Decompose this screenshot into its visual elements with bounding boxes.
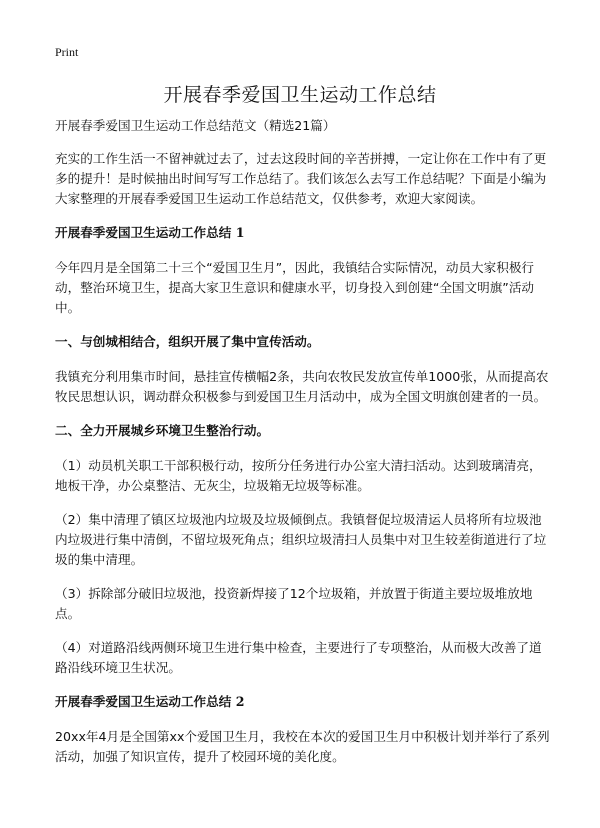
list-item-2: （2）集中清理了镇区垃圾池内垃圾及垃圾倾倒点。我镇督促垃圾清运人员将所有垃圾池内垃圾进行集中清倒，不留垃圾死角点；组织垃圾清扫人员集中对卫生较差街道进行了垃圾的集中清理。 [55, 512, 547, 567]
list-item-4: （4）对道路沿线两侧环境卫生进行集中检查，主要进行了专项整治，从而极大改善了道路沿线环境卫生状况。 [55, 640, 542, 675]
document-subtitle: 开展春季爱国卫生运动工作总结范文（精选21篇） [55, 118, 336, 133]
list-item-1: （1）动员机关职工干部积极行动，按所分任务进行办公室大清扫活动。达到玻璃清亮，地板干净，办公桌整洁、无灰尘，垃圾箱无垃圾等标准。 [55, 458, 542, 493]
section-heading-1: 开展春季爱国卫生运动工作总结 1 [55, 225, 245, 240]
intro-paragraph: 充实的工作生活一不留神就过去了，过去这段时间的辛苦拼搏，一定让你在工作中有了更多的提升！是时候抽出时间写写工作总结了。我们该怎么去写工作总结呢？下面是小编为大家整理的开展春季爱国卫生运动工作总结范文，仅供参考，欢迎大家阅读。 [55, 151, 547, 206]
point-heading-1: 一、与创城相结合，组织开展了集中宣传活动。 [55, 334, 320, 349]
print-link[interactable]: Print [55, 45, 79, 59]
section-2-paragraph: 20xx年4月是全国第xx个爱国卫生月，我校在本次的爱国卫生月中积极计划并举行了系列活动，加强了知识宣传，提升了校园环境的美化度。 [55, 729, 550, 764]
list-item-3: （3）拆除部分破旧垃圾池，投资新焊接了12个垃圾箱，并放置于街道主要垃圾堆放地点。 [55, 586, 533, 621]
point-1-paragraph: 我镇充分利用集市时间，悬挂宣传横幅2条，共向农牧民发放宣传单1000张，从而提高农牧民思想认识，调动群众积极参与到爱国卫生月活动中，成为全国文明旗创建者的一员。 [55, 369, 549, 404]
point-heading-2: 二、全力开展城乡环境卫生整治行动。 [55, 423, 270, 438]
section-heading-2: 开展春季爱国卫生运动工作总结 2 [55, 694, 245, 709]
section-1-paragraph: 今年四月是全国第二十三个“爱国卫生月”，因此，我镇结合实际情况，动员大家积极行动，整治环境卫生，提高大家卫生意识和健康水平，切身投入到创建“全国文明旗”活动中。 [55, 260, 535, 315]
document-body [55, 116, 553, 781]
page-title: 开展春季爱国卫生运动工作总结 [163, 84, 437, 106]
